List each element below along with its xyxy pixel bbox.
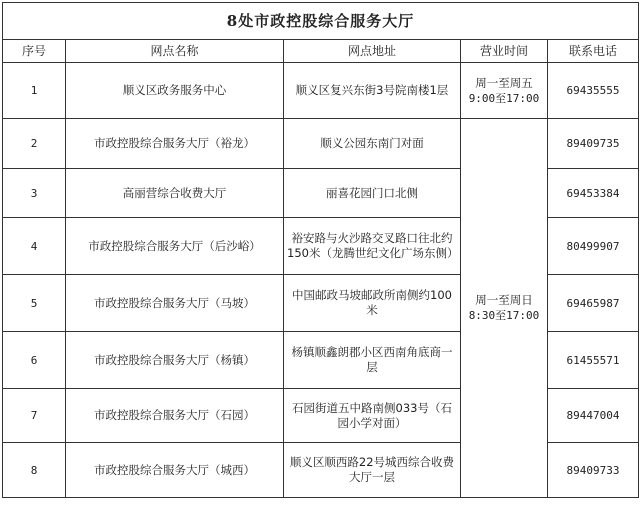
- row-index: 2: [3, 119, 66, 169]
- row-name: 市政控股综合服务大厅（马坡）: [66, 275, 284, 332]
- row-address: 顺义区顺西路22号城西综合收费大厅一层: [284, 443, 461, 498]
- row-phone: 80499907: [548, 218, 639, 275]
- row-index: 4: [3, 218, 66, 275]
- service-hall-table: [2, 2, 639, 498]
- header-phone: 联系电话: [548, 40, 639, 63]
- row-index: 5: [3, 275, 66, 332]
- service-hall-table-container: [2, 2, 638, 498]
- row-phone: 69453384: [548, 169, 639, 218]
- row-index: 8: [3, 443, 66, 498]
- row-address: 丽喜花园门口北侧: [284, 169, 461, 218]
- hours-weekday-days: 周一至周五: [475, 75, 533, 90]
- header-address: 网点地址: [284, 40, 461, 63]
- hours-daily-days: 周一至周日: [475, 293, 533, 307]
- row-name: 顺义区政务服务中心: [66, 63, 284, 119]
- row-phone: 69465987: [548, 275, 639, 332]
- row-phone: 89409735: [548, 119, 639, 169]
- row-name: 市政控股综合服务大厅（裕龙）: [66, 119, 284, 169]
- row-phone: 89447004: [548, 389, 639, 443]
- row-address: 杨镇顺鑫朗郡小区西南角底商一层: [284, 332, 461, 389]
- header-index: 序号: [3, 40, 66, 63]
- row-index: 6: [3, 332, 66, 389]
- hours-daily-time: 8:30至17:00: [468, 309, 540, 322]
- row-name: 市政控股综合服务大厅（城西）: [66, 443, 284, 498]
- row-name: 市政控股综合服务大厅（后沙峪）: [66, 218, 284, 275]
- row-address: 石园街道五中路南侧033号（石园小学对面）: [284, 389, 461, 443]
- row-address: 中国邮政马坡邮政所南侧约100米: [284, 275, 461, 332]
- table-row: [3, 119, 639, 169]
- row-phone: 61455571: [548, 332, 639, 389]
- row-index: 3: [3, 169, 66, 218]
- header-hours: 营业时间: [461, 40, 548, 63]
- row-phone: 89409733: [548, 443, 639, 498]
- row-address: 顺义公园东南门对面: [284, 119, 461, 169]
- row-name: 市政控股综合服务大厅（石园）: [66, 389, 284, 443]
- table-header-row: [3, 40, 639, 63]
- header-name: 网点名称: [66, 40, 284, 63]
- row-address: 顺义区复兴东街3号院南楼1层: [284, 63, 461, 119]
- row-index: 1: [3, 63, 66, 119]
- hours-weekday-time: 9:00至17:00: [468, 91, 540, 105]
- row-index: 7: [3, 389, 66, 443]
- hours-weekday: [461, 63, 548, 119]
- table-row: [3, 63, 639, 119]
- row-name: 市政控股综合服务大厅（杨镇）: [66, 332, 284, 389]
- table-title: 8处市政控股综合服务大厅: [3, 3, 639, 40]
- hours-daily: [461, 119, 548, 498]
- row-address: 裕安路与火沙路交叉路口往北约150米（龙腾世纪文化广场东侧）: [284, 218, 461, 275]
- row-name: 高丽营综合收费大厅: [66, 169, 284, 218]
- row-phone: 69435555: [548, 63, 639, 119]
